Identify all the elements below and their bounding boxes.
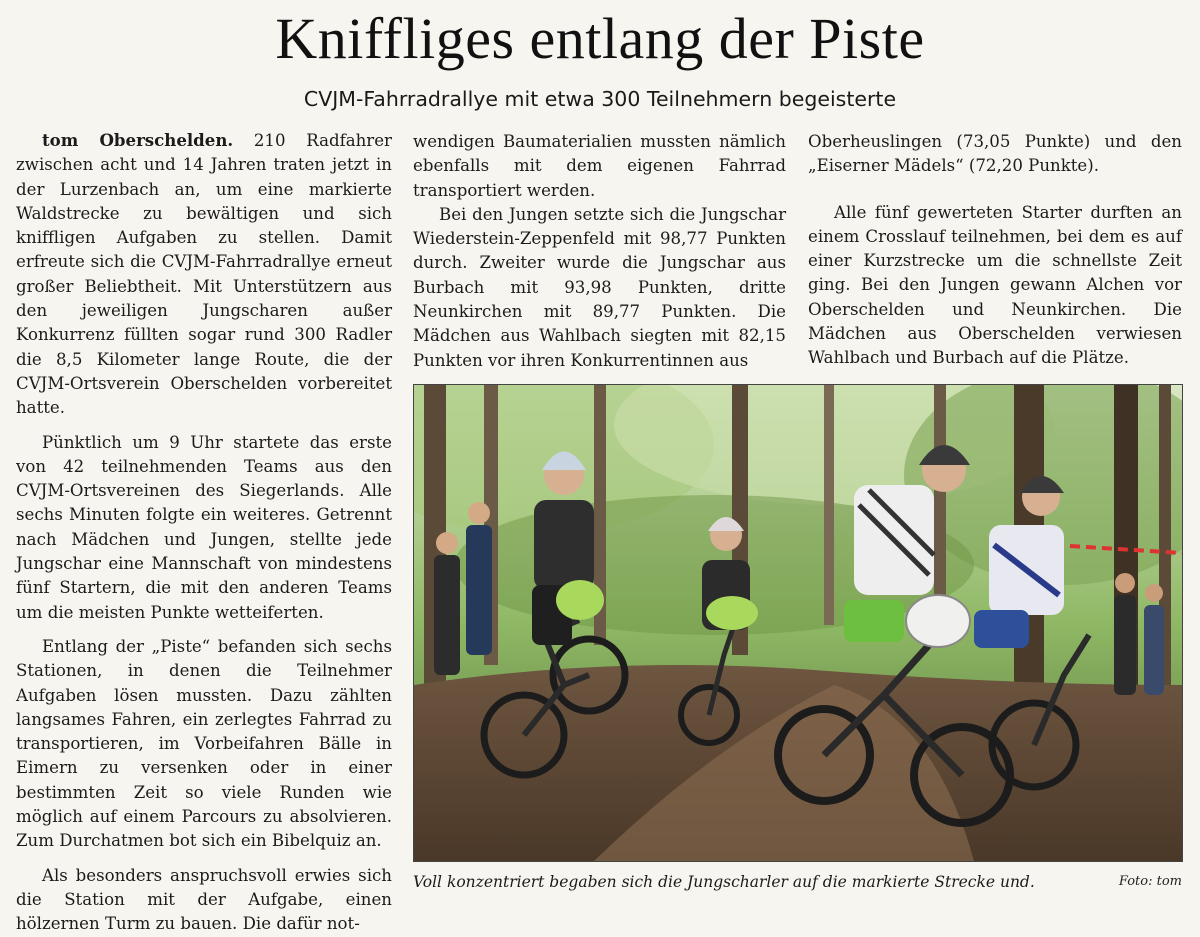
paragraph-2: Pünktlich um 9 Uhr startete das erste von 42 teilnehmenden Teams aus den CVJM-Ortsvereinen des Siegerlands. Alle sechs Minuten folgte ein weiteres. Getrennt nach Mädchen und Jungen, stellte jede Jungschar eine Mannschaft von mindestens fünf Startern, die mit den anderen Teams um die meisten Punkte wetteiferten. (16, 432, 392, 622)
photo-caption: Voll konzentriert begaben sich die Jungscharler auf die markierte Strecke und. (413, 873, 1035, 891)
dateline: tom Oberschelden. (42, 130, 234, 150)
paragraph-4-end: wendigen Baumaterialien mussten nämlich ebenfalls mit dem eigenen Fahrrad transportiert werden. (413, 132, 786, 200)
paragraph-5-start: Bei den Jungen setzte sich die Jungschar Wiederstein-Zeppenfeld mit 98,77 Punkten durch. Zweiter wurde die Jungschar aus Burbach mit 93,98 Punkten, dritte Neunkirchen mit 89,77 Punkten. Die Mädchen aus Wahlbach siegten mit 82,15 Punkten vor ihren Konkurrentinnen aus (413, 204, 786, 370)
paragraph-1-text: 210 Radfahrer zwischen acht und 14 Jahren traten jetzt in der Lurzenbach an, um eine markierte Waldstrecke zu bewältigen und sich kniffligen Aufgaben zu stellen. Damit erfreute sich die CVJM-Fahrradrallye erneut großer Beliebtheit. Mit Unterstützern aus den jeweiligen Jungscharen außer Konkurrenz füllten sogar rund 300 Radler die 8,5 Kilometer lange Route, die der CVJM-Ortsverein Oberschelden vorbereitet hatte. (16, 131, 392, 418)
column-2 (413, 130, 786, 373)
headline: Kniffliges entlang der Piste (275, 6, 925, 71)
paragraph-6: Alle fünf gewerteten Starter durften an einem Crosslauf teilnehmen, bei dem es auf einer Kurzstrecke um die schnellste Zeit ging. Bei den Jungen gewann Alchen vor Oberschelden und Neunkirchen. Die Mädchen aus Oberschelden verwiesen Wahlbach und Burbach auf die Plätze. (808, 202, 1182, 368)
column-3 (808, 130, 1182, 371)
paragraph-4-start: Als besonders anspruchsvoll erwies sich die Station mit der Aufgabe, einen hölzernen Turm zu bauen. Die dafür not- (16, 865, 392, 934)
column-1 (16, 128, 392, 937)
paragraph-3: Entlang der „Piste“ befanden sich sechs Stationen, in denen die Teilnehmer Aufgaben lösen mussten. Dazu zählten langsames Fahren, ein zerlegtes Fahrrad zu transportieren, im Vorbeifahren Bälle in Eimern zu versenken oder in einer bestimmten Zeit so viele Runden wie möglich auf einem Parcours zu absolvieren. Zum Durchatmen bot sich ein Bibelquiz an. (16, 636, 392, 851)
photo-bike-race-illustration (414, 385, 1182, 861)
subheadline: CVJM-Fahrradrallye mit etwa 300 Teilnehmern begeisterte (303, 87, 897, 111)
article-photo (413, 384, 1183, 862)
paragraph-5-end: Oberheuslingen (73,05 Punkte) und den „Eiserner Mädels“ (72,20 Punkte). (808, 132, 1182, 176)
photo-credit: Foto: tom (1118, 874, 1182, 889)
paragraph-1 (16, 128, 392, 421)
